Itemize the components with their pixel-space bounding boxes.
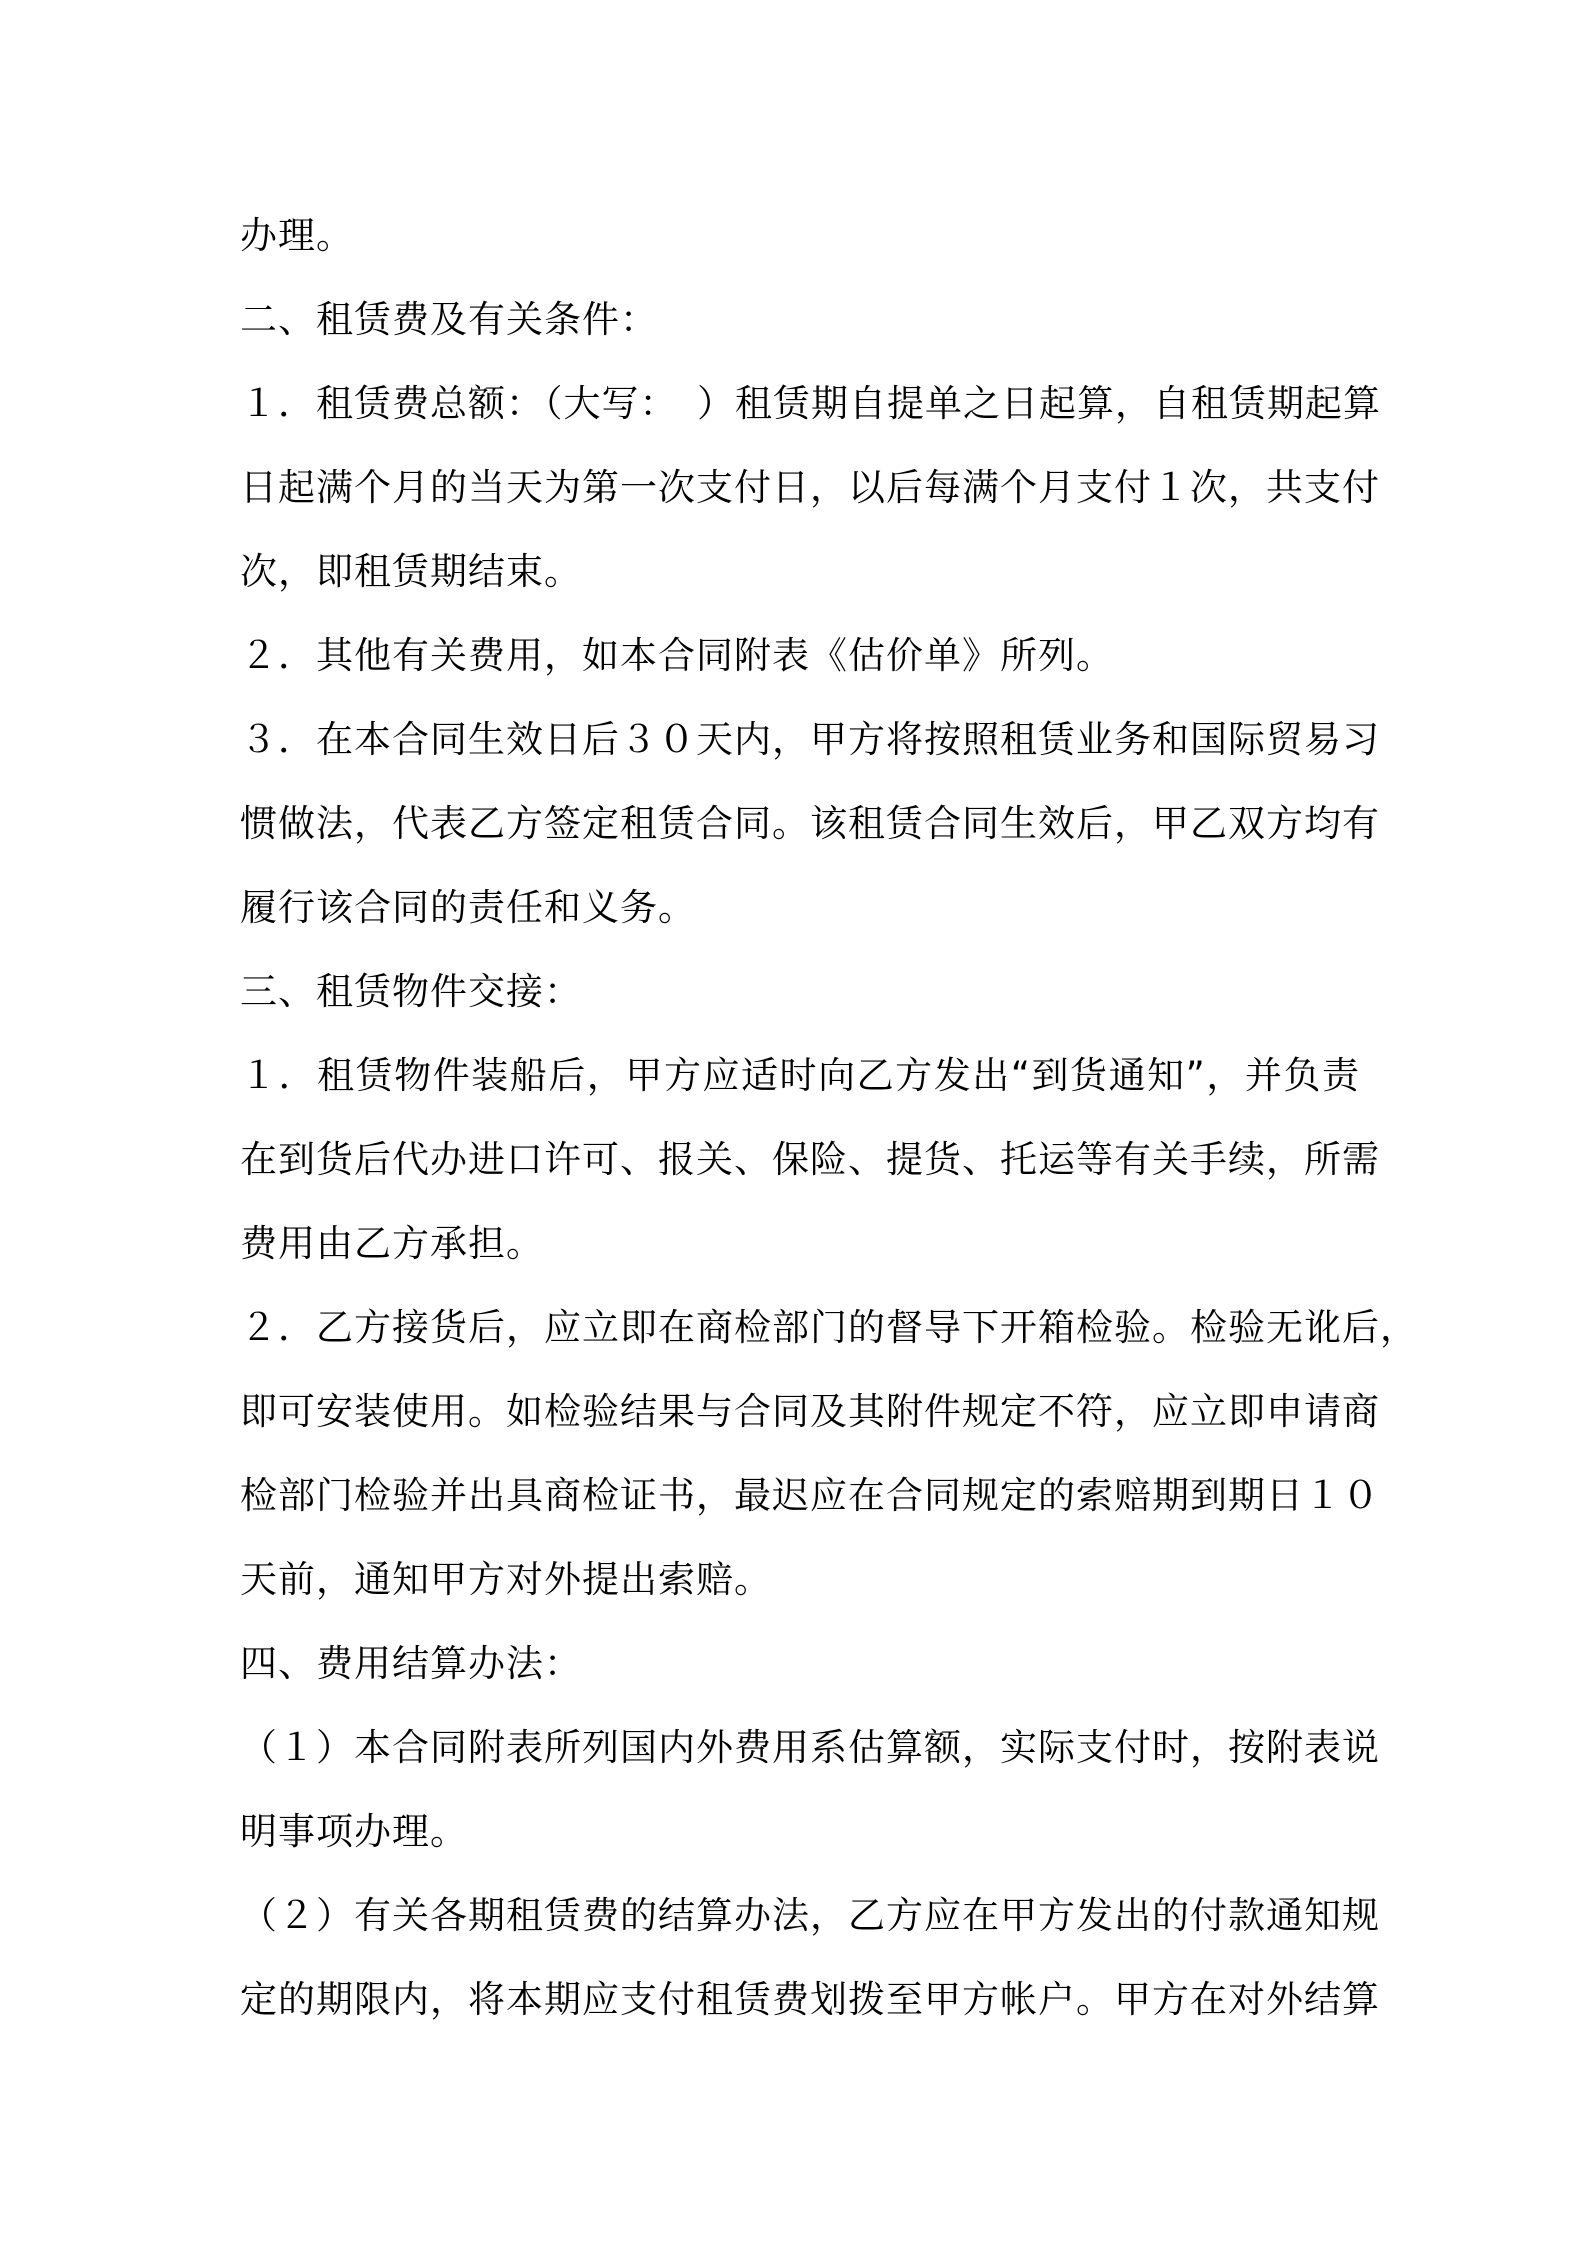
text-line: １．租赁费总额：（大写： ）租赁期自提单之日起算，自租赁期起算 bbox=[240, 382, 1381, 425]
text-line: 惯做法，代表乙方签定租赁合同。该租赁合同生效后，甲乙双方均有 bbox=[240, 802, 1380, 845]
text-line: 办理。 bbox=[240, 214, 354, 257]
text-line: 在到货后代办进口许可、报关、保险、提货、托运等有关手续，所需 bbox=[240, 1138, 1380, 1181]
text-line: （２）有关各期租赁费的结算办法，乙方应在甲方发出的付款通知规 bbox=[240, 1894, 1380, 1937]
text-line: 即可安装使用。如检验结果与合同及其附件规定不符，应立即申请商 bbox=[240, 1390, 1380, 1433]
section-heading: 三、租赁物件交接： bbox=[240, 970, 582, 1013]
text-line: 日起满个月的当天为第一次支付日，以后每满个月支付１次，共支付 bbox=[240, 466, 1380, 509]
text-line: （１）本合同附表所列国内外费用系估算额，实际支付时，按附表说 bbox=[240, 1726, 1380, 1769]
text-line: 定的期限内，将本期应支付租赁费划拨至甲方帐户。甲方在对外结算 bbox=[240, 1978, 1380, 2021]
section-heading: 四、费用结算办法： bbox=[240, 1642, 582, 1685]
text-line: 费用由乙方承担。 bbox=[240, 1222, 544, 1265]
text-line: 检部门检验并出具商检证书，最迟应在合同规定的索赔期到期日１０ bbox=[240, 1474, 1380, 1517]
text-line: 履行该合同的责任和义务。 bbox=[240, 886, 696, 929]
text-line: 次，即租赁期结束。 bbox=[240, 550, 582, 593]
text-line: 明事项办理。 bbox=[240, 1810, 468, 1853]
text-line: 天前，通知甲方对外提出索赔。 bbox=[240, 1558, 772, 1601]
text-line: １．租赁物件装船后，甲方应适时向乙方发出“到货通知”，并负责 bbox=[240, 1054, 1360, 1097]
text-line: ２．乙方接货后，应立即在商检部门的督导下开箱检验。检验无讹后， bbox=[240, 1306, 1418, 1349]
section-heading: 二、租赁费及有关条件： bbox=[240, 298, 658, 341]
document-body bbox=[240, 194, 1418, 2042]
text-line: ２．其他有关费用，如本合同附表《估价单》所列。 bbox=[240, 634, 1114, 677]
text-line: ３．在本合同生效日后３０天内，甲方将按照租赁业务和国际贸易习 bbox=[240, 718, 1380, 761]
